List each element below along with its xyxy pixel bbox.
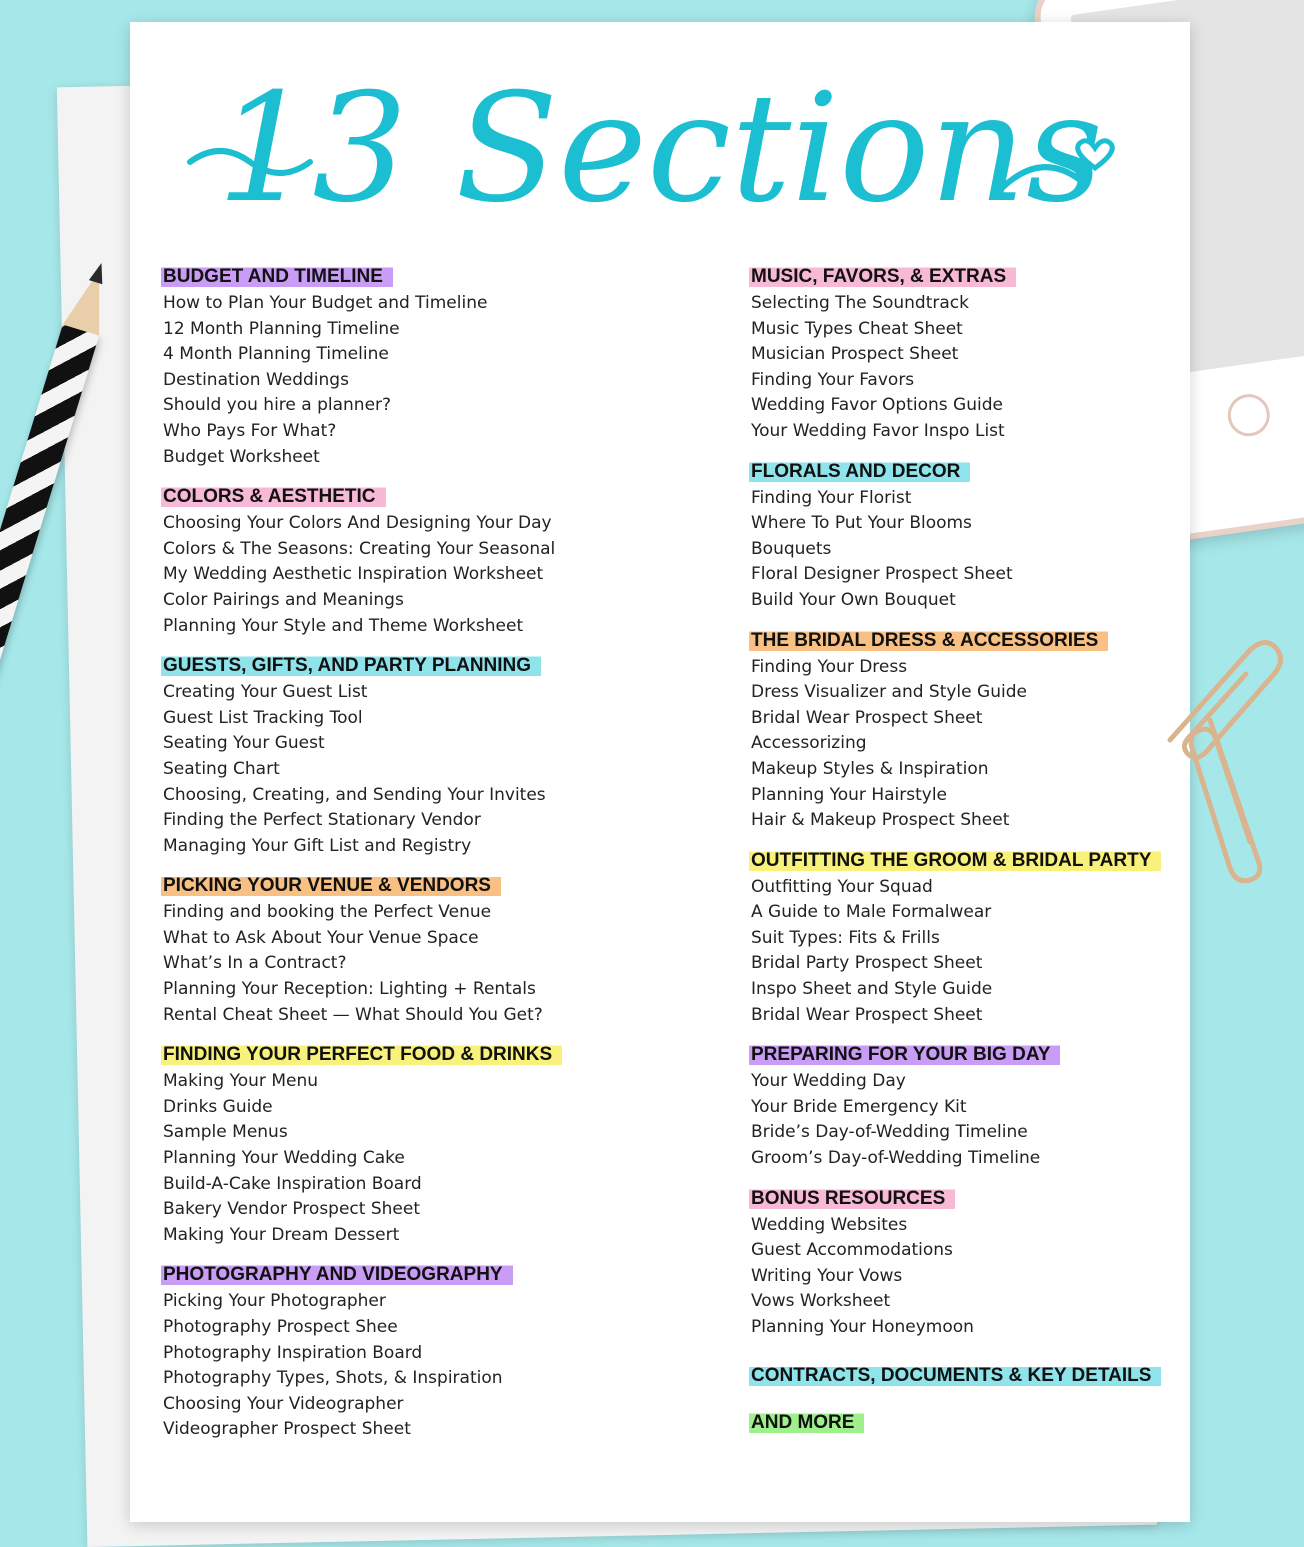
list-item: Destination Weddings — [163, 369, 349, 390]
list-item: Choosing Your Colors And Designing Your Day — [163, 513, 552, 534]
title-banner — [180, 50, 1140, 250]
list-item: Music Types Cheat Sheet — [751, 318, 963, 339]
section-heading: THE BRIDAL DRESS & ACCESSORIES — [749, 628, 1108, 653]
list-item: Picking Your Photographer — [163, 1291, 386, 1312]
list-item: Bridal Wear Prospect Sheet — [751, 707, 983, 728]
section — [751, 1363, 1161, 1388]
section — [163, 264, 562, 470]
list-item: Outfitting Your Squad — [751, 876, 933, 897]
list-item: Wedding Websites — [751, 1214, 908, 1235]
list-item: Colors & The Seasons: Creating Your Seasonal — [163, 538, 556, 559]
list-item: Budget Worksheet — [163, 446, 320, 467]
section-items — [163, 511, 562, 639]
list-item: Finding Your Dress — [751, 656, 908, 677]
section — [163, 653, 562, 859]
list-item: A Guide to Male Formalwear — [751, 902, 992, 923]
section — [751, 1042, 1161, 1171]
list-item: Accessorizing — [751, 733, 867, 754]
list-item: Build-A-Cake Inspiration Board — [163, 1173, 422, 1194]
list-item: Makeup Styles & Inspiration — [751, 758, 989, 779]
page-title: 13 Sections — [216, 62, 1104, 236]
section-heading: PREPARING FOR YOUR BIG DAY — [749, 1042, 1060, 1067]
list-item: Your Bride Emergency Kit — [751, 1096, 967, 1117]
section-heading: FINDING YOUR PERFECT FOOD & DRINKS — [161, 1042, 562, 1067]
section-items — [163, 900, 562, 1028]
section-heading: BONUS RESOURCES — [749, 1186, 955, 1211]
list-item: Drinks Guide — [163, 1096, 273, 1117]
section — [751, 459, 1161, 614]
list-item: Finding and booking the Perfect Venue — [163, 902, 492, 923]
section-heading: OUTFITTING THE GROOM & BRIDAL PARTY — [749, 848, 1161, 873]
list-item: Managing Your Gift List and Registry — [163, 835, 472, 856]
section-items — [751, 875, 1161, 1029]
section — [751, 1186, 1161, 1341]
list-item: Wedding Favor Options Guide — [751, 395, 1003, 416]
list-item: Bakery Vendor Prospect Sheet — [163, 1199, 421, 1220]
section-items — [751, 655, 1161, 834]
tablet-home-button — [1225, 391, 1272, 438]
list-item: Build Your Own Bouquet — [751, 589, 956, 610]
section-heading: FLORALS AND DECOR — [749, 459, 970, 484]
right-column — [751, 264, 1161, 1449]
list-item: How to Plan Your Budget and Timeline — [163, 293, 488, 313]
list-item: Creating Your Guest List — [163, 682, 368, 703]
list-item: Seating Your Guest — [163, 733, 325, 754]
list-item: Photography Inspiration Board — [163, 1342, 423, 1363]
list-item: Seating Chart — [163, 758, 280, 779]
section-items — [751, 291, 1161, 445]
list-item: Bridal Party Prospect Sheet — [751, 953, 983, 974]
section-heading: AND MORE — [749, 1410, 864, 1435]
list-item: Vows Worksheet — [751, 1291, 891, 1312]
section-heading: BUDGET AND TIMELINE — [161, 264, 393, 289]
list-item: Dress Visualizer and Style Guide — [751, 682, 1027, 703]
list-item: Bouquets — [751, 538, 832, 559]
section-items — [163, 1069, 562, 1248]
section — [751, 628, 1161, 834]
section — [751, 264, 1161, 445]
section-heading: PICKING YOUR VENUE & VENDORS — [161, 873, 501, 898]
list-item: 12 Month Planning Timeline — [163, 318, 400, 339]
list-item: Videographer Prospect Sheet — [163, 1419, 411, 1440]
paperclips-image — [1150, 630, 1290, 890]
list-item: Floral Designer Prospect Sheet — [751, 564, 1013, 585]
section-heading: CONTRACTS, DOCUMENTS & KEY DETAILS — [749, 1363, 1161, 1388]
section — [751, 848, 1161, 1029]
list-item: Who Pays For What? — [163, 420, 337, 441]
left-column — [163, 264, 562, 1457]
section — [163, 1262, 562, 1443]
section-heading: COLORS & AESTHETIC — [161, 484, 386, 509]
list-item: Your Wedding Day — [751, 1071, 906, 1092]
list-item: Hair & Makeup Prospect Sheet — [751, 810, 1010, 831]
list-item: Bridal Wear Prospect Sheet — [751, 1004, 983, 1025]
list-item: Finding the Perfect Stationary Vendor — [163, 810, 481, 831]
section — [163, 1042, 562, 1248]
list-item: My Wedding Aesthetic Inspiration Worksheet — [163, 564, 544, 585]
list-item: Selecting The Soundtrack — [751, 293, 969, 313]
section-items — [163, 291, 562, 470]
list-item: What to Ask About Your Venue Space — [163, 927, 479, 948]
list-item: Rental Cheat Sheet — What Should You Get? — [163, 1004, 543, 1025]
list-item: What’s In a Contract? — [163, 953, 347, 974]
section — [163, 484, 562, 639]
list-item: Inspo Sheet and Style Guide — [751, 979, 993, 1000]
list-item: Guest Accommodations — [751, 1240, 953, 1261]
section-items — [751, 486, 1161, 614]
list-item: Writing Your Vows — [751, 1265, 903, 1286]
list-item: Planning Your Hairstyle — [751, 784, 948, 805]
section-items — [751, 1213, 1161, 1341]
list-item: Finding Your Florist — [751, 487, 912, 508]
list-item: Should you hire a planner? — [163, 395, 392, 416]
list-item: Photography Types, Shots, & Inspiration — [163, 1368, 503, 1389]
section-heading: MUSIC, FAVORS, & EXTRAS — [749, 264, 1016, 289]
list-item: Suit Types: Fits & Frills — [751, 927, 940, 948]
section-heading: PHOTOGRAPHY AND VIDEOGRAPHY — [161, 1262, 513, 1287]
list-item: Planning Your Style and Theme Worksheet — [163, 615, 524, 636]
list-item: Planning Your Wedding Cake — [163, 1148, 405, 1169]
list-item: Your Wedding Favor Inspo List — [751, 420, 1005, 441]
list-item: Making Your Dream Dessert — [163, 1224, 400, 1245]
list-item: Making Your Menu — [163, 1071, 318, 1092]
list-item: Choosing, Creating, and Sending Your Invites — [163, 784, 546, 805]
list-item: Photography Prospect Shee — [163, 1317, 398, 1337]
section-items — [751, 1069, 1161, 1171]
section-heading: GUESTS, GIFTS, AND PARTY PLANNING — [161, 653, 541, 678]
list-item: Guest List Tracking Tool — [163, 707, 363, 728]
list-item: Musician Prospect Sheet — [751, 344, 959, 365]
list-item: Bride’s Day-of-Wedding Timeline — [751, 1122, 1028, 1143]
section-items — [163, 1289, 562, 1443]
list-item: Planning Your Honeymoon — [751, 1317, 974, 1337]
list-item: 4 Month Planning Timeline — [163, 344, 389, 365]
list-item: Planning Your Reception: Lighting + Rentals — [163, 979, 536, 1000]
list-item: Finding Your Favors — [751, 369, 915, 390]
section-items — [163, 680, 562, 859]
list-item: Where To Put Your Blooms — [751, 513, 972, 534]
section — [751, 1410, 1161, 1435]
list-item: Choosing Your Videographer — [163, 1393, 404, 1414]
section — [163, 873, 562, 1028]
list-item: Sample Menus — [163, 1122, 288, 1143]
list-item: Color Pairings and Meanings — [163, 589, 404, 610]
list-item: Groom’s Day-of-Wedding Timeline — [751, 1148, 1041, 1169]
